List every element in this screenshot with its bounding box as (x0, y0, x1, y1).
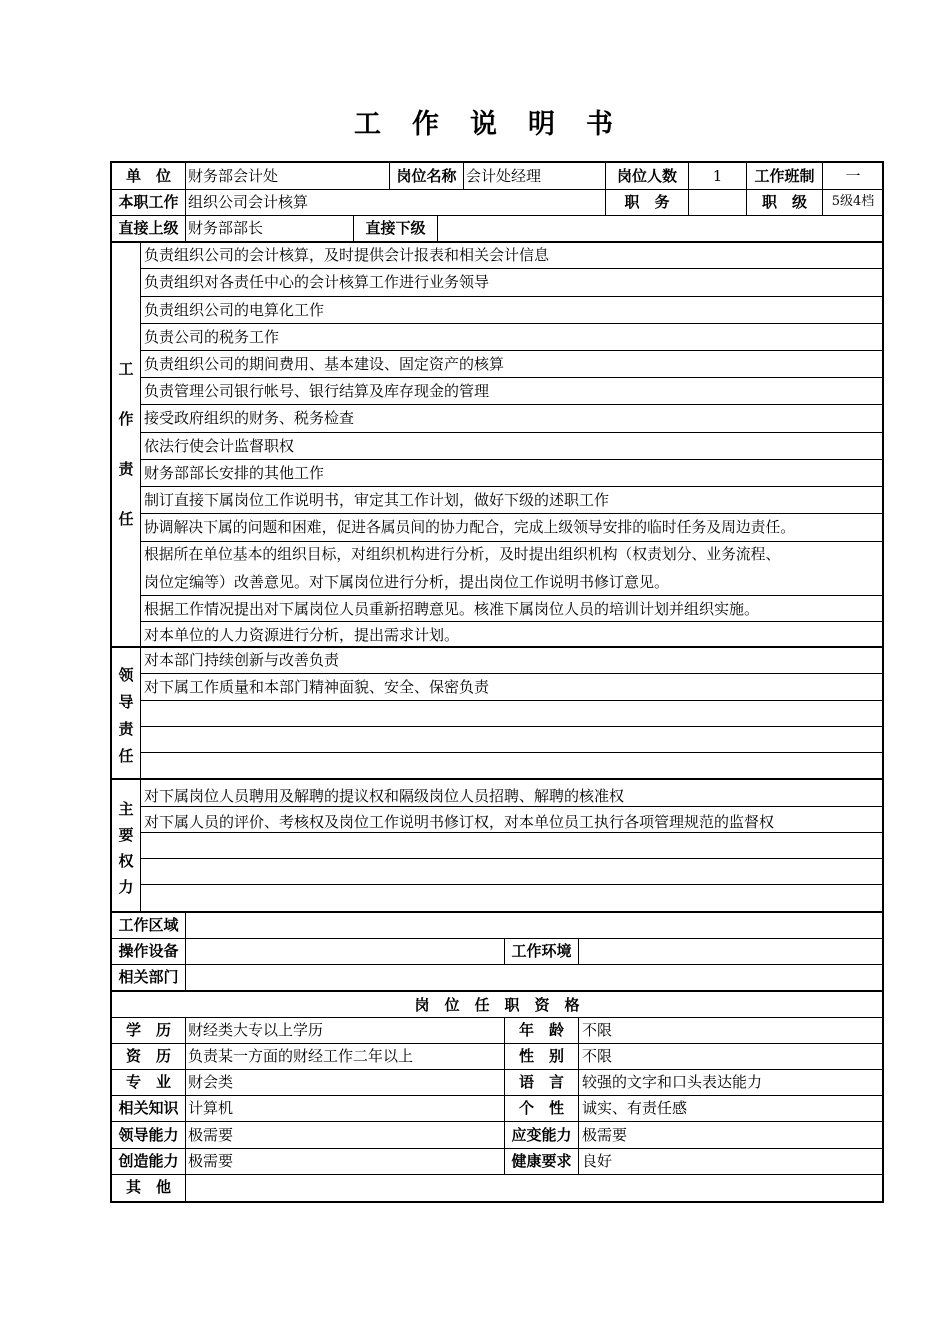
list-item: 接受政府组织的财务、税务检查 (144, 409, 355, 427)
qual-value: 不限 (582, 1047, 613, 1065)
col-divider (463, 163, 464, 190)
row-divider (140, 752, 884, 753)
qual-value: 计算机 (188, 1099, 234, 1117)
qual-label: 相关知识 (118, 1099, 179, 1117)
list-item: 根据所在单位基本的组织目标，对组织机构进行分析，及时提出组织机构（权责划分、业务流程、 (144, 546, 781, 563)
col-divider (437, 215, 438, 242)
col-divider (185, 911, 186, 991)
powers-label: 主 要 权 力 (118, 800, 134, 896)
qual-value: 财经类大专以上学历 (188, 1021, 324, 1039)
qualifications-title: 岗 位 任 职 资 格 (414, 996, 580, 1014)
list-item: 负责组织对各责任中心的会计核算工作进行业务领导 (144, 273, 490, 291)
superior-label: 直接上级 (118, 219, 179, 237)
qual-label: 健康要求 (511, 1152, 572, 1170)
qual-label: 资 历 (125, 1047, 171, 1065)
list-item: 对下属工作质量和本部门精神面貌、安全、保密负责 (144, 678, 490, 696)
list-item: 财务部部长安排的其他工作 (144, 464, 325, 482)
list-item: 负责公司的税务工作 (144, 328, 280, 346)
qual-label: 性 别 (518, 1047, 564, 1065)
list-item: 负责组织公司的会计核算，及时提供会计报表和相关会计信息 (144, 246, 550, 264)
qual-label: 年 龄 (518, 1021, 564, 1039)
list-item: 负责组织公司的电算化工作 (144, 301, 325, 319)
equipment-label: 操作设备 (118, 942, 179, 960)
main-work-value: 组织公司会计核算 (188, 193, 309, 211)
qual-value: 财会类 (188, 1073, 234, 1091)
other-label: 其 他 (125, 1178, 171, 1196)
subordinate-label: 直接下级 (365, 219, 426, 237)
row-divider (110, 938, 884, 939)
page-title: 工作说明书 (354, 109, 644, 140)
work-area-label: 工作区域 (118, 916, 179, 934)
qual-label: 个 性 (518, 1099, 564, 1117)
headcount-value: 1 (712, 167, 723, 185)
row-divider (140, 700, 884, 701)
qual-label: 领导能力 (118, 1126, 179, 1144)
qual-value: 极需要 (188, 1152, 234, 1170)
shift-value: 一 (845, 167, 861, 185)
list-item: 根据工作情况提出对下属岗位人员重新招聘意见。核准下属岗位人员的培训计划并组织实施。 (144, 600, 760, 618)
col-divider (185, 163, 186, 215)
list-item: 制订直接下属岗位工作说明书，审定其工作计划，做好下级的述职工作 (144, 491, 610, 509)
leadership-label: 领 导 责 任 (118, 666, 134, 765)
unit-value: 财务部会计处 (188, 167, 279, 185)
superior-value: 财务部部长 (188, 219, 264, 237)
col-divider (578, 938, 579, 965)
qual-label: 创造能力 (118, 1152, 179, 1170)
responsibilities-label: 工 作 责 任 (118, 360, 134, 528)
environment-label: 工作环境 (511, 942, 572, 960)
section-divider (110, 778, 884, 780)
section-divider (110, 911, 884, 913)
qual-value: 极需要 (582, 1126, 628, 1144)
qual-label: 应变能力 (511, 1126, 572, 1144)
main-work-label: 本职工作 (118, 193, 179, 211)
list-item: 负责管理公司银行帐号、银行结算及库存现金的管理 (144, 382, 490, 400)
qual-value: 较强的文字和口头表达能力 (582, 1073, 763, 1091)
qual-value: 良好 (582, 1152, 613, 1170)
col-divider (185, 215, 186, 242)
grade-value: 5级4档 (831, 194, 875, 209)
row-divider (140, 513, 884, 514)
row-divider (140, 884, 884, 885)
list-item: 依法行使会计监督职权 (144, 437, 295, 455)
row-divider (140, 858, 884, 859)
row-divider (140, 726, 884, 727)
col-divider (578, 1017, 579, 1174)
headcount-label: 岗位人数 (616, 167, 677, 185)
qual-label: 语 言 (518, 1073, 564, 1091)
qual-value: 极需要 (188, 1126, 234, 1144)
list-item: 岗位定编等）改善意见。对下属岗位进行分析，提出岗位工作说明书修订意见。 (144, 573, 670, 591)
grade-label: 职 级 (761, 193, 807, 211)
list-item: 对本单位的人力资源进行分析，提出需求计划。 (144, 626, 460, 644)
row-divider (110, 1174, 884, 1175)
row-divider (110, 964, 884, 965)
qual-label: 专 业 (125, 1073, 171, 1091)
col-divider (185, 1017, 186, 1201)
qual-value: 负责某一方面的财经工作二年以上 (188, 1047, 414, 1065)
position-label: 岗位名称 (396, 167, 457, 185)
qual-value: 不限 (582, 1021, 613, 1039)
duty-label: 职 务 (624, 193, 670, 211)
shift-label: 工作班制 (754, 167, 815, 185)
list-item: 对下属岗位人员聘用及解聘的提议权和隔级岗位人员招聘、解聘的核准权 (144, 787, 625, 805)
related-dept-label: 相关部门 (118, 968, 179, 986)
position-value: 会计处经理 (466, 167, 542, 185)
qual-value: 诚实、有责任感 (582, 1099, 688, 1117)
list-item: 对下属人员的评价、考核权及岗位工作说明书修订权，对本单位员工执行各项管理规范的监督权 (144, 813, 775, 831)
list-item: 协调解决下属的问题和困难，促进各属员间的协力配合，完成上级领导安排的临时任务及周边责任。 (144, 519, 796, 536)
unit-label: 单 位 (125, 167, 171, 185)
list-item: 对本部门持续创新与改善负责 (144, 651, 340, 669)
qual-label: 学 历 (125, 1021, 171, 1039)
list-item: 负责组织公司的期间费用、基本建设、固定资产的核算 (144, 355, 505, 373)
